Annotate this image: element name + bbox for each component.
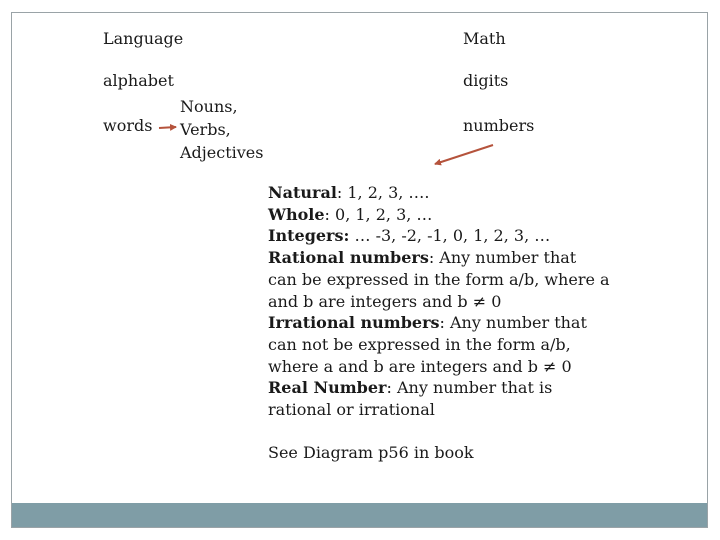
- part-of-speech-item: Adjectives: [180, 143, 264, 162]
- definition-line: Natural: 1, 2, 3, ….: [268, 183, 430, 202]
- definition-line: where a and b are integers and b ≠ 0: [268, 356, 572, 376]
- language-heading: Language: [103, 29, 184, 48]
- definition-line: Rational numbers: Any number that: [268, 248, 577, 268]
- definition-line: Irrational numbers: Any number that: [268, 313, 587, 333]
- definition-line: can be expressed in the form a/b, where a: [268, 269, 610, 289]
- definition-line: can not be expressed in the form a/b,: [268, 334, 571, 354]
- digits-label: digits: [463, 71, 509, 90]
- number-definitions: [268, 182, 613, 421]
- math-heading: Math: [463, 29, 506, 48]
- definition-line: and b are integers and b ≠ 0: [268, 291, 502, 311]
- words-label: words: [103, 116, 153, 135]
- part-of-speech-item: Verbs,: [180, 120, 231, 139]
- numbers-label: numbers: [463, 116, 535, 135]
- alphabet-label: alphabet: [103, 71, 174, 90]
- see-diagram-note: See Diagram p56 in book: [268, 443, 474, 462]
- numbers-to-definitions-arrow-icon: [435, 145, 493, 164]
- definition-line: Real Number: Any number that is: [268, 378, 553, 398]
- definition-line: rational or irrational: [268, 400, 435, 420]
- words-to-pos-arrow-icon: [159, 127, 176, 128]
- definition-line: Integers: … -3, -2, -1, 0, 1, 2, 3, …: [268, 226, 551, 246]
- part-of-speech-item: Nouns,: [180, 97, 238, 116]
- footer-bar: [12, 503, 707, 527]
- definition-line: Whole: 0, 1, 2, 3, …: [268, 204, 433, 224]
